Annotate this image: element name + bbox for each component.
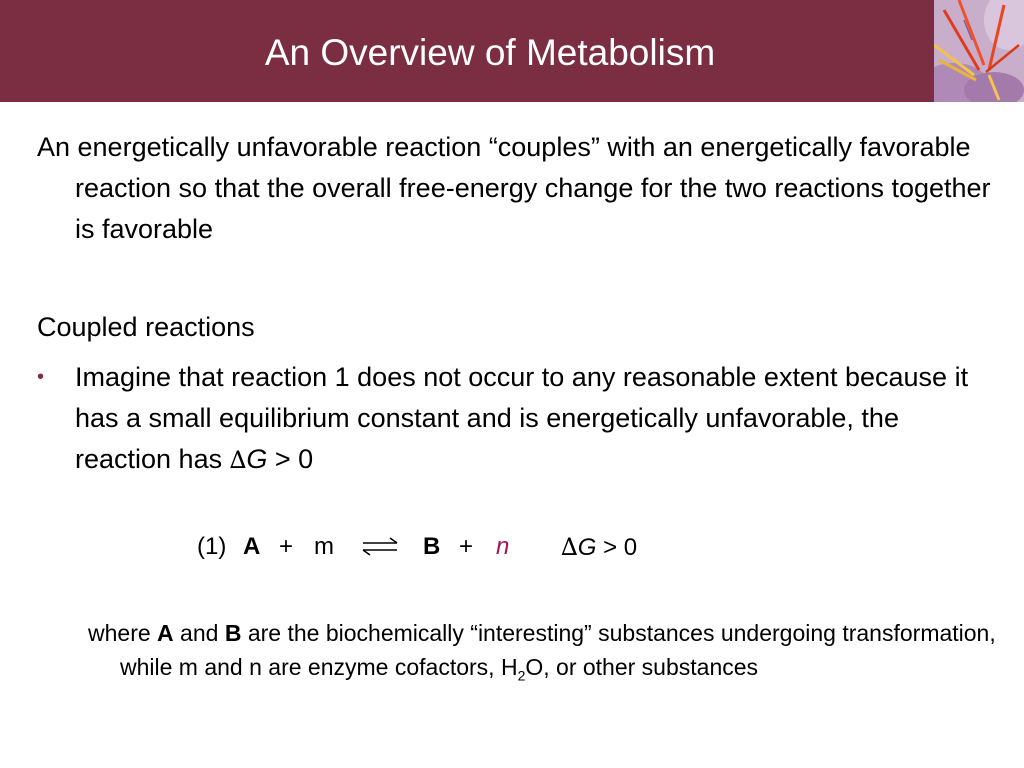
bullet-item <box>37 357 977 481</box>
note-a: A <box>157 620 174 646</box>
reactant-m: m <box>314 533 334 560</box>
plus-sign-2: + <box>459 533 474 560</box>
slide-title: An Overview of Metabolism <box>264 32 716 73</box>
bullet-marker: • <box>37 366 45 388</box>
note-and: and <box>173 620 225 646</box>
subscript-2: 2 <box>517 667 526 684</box>
inequality: > 0 <box>596 534 638 561</box>
intro-paragraph: An energetically unfavorable reaction “couples” with an energetically favorable reaction so that the overall free-energy change for the two reactions together is favorable <box>37 132 991 244</box>
bullet-text-body: Imagine that reaction 1 does not occur to any reasonable extent because it has a small equilibrium constant and is energetically unfavorable, the reaction has <box>75 362 969 474</box>
note-end: O, or other substances <box>525 654 759 680</box>
note-b: B <box>224 620 242 646</box>
section-heading: Coupled reactions <box>37 312 255 342</box>
footnote-paragraph <box>88 616 1000 684</box>
flower-photo <box>934 0 1024 102</box>
product-b: B <box>423 533 441 560</box>
note-body: are the biochemically “interesting” substances undergoing transformation, while m and n are enzyme cofactors, H <box>120 620 996 680</box>
note-where: where <box>88 620 158 646</box>
inequality: > 0 <box>267 444 314 474</box>
delta-symbol: ∆ <box>229 446 247 474</box>
product-n: n <box>496 533 510 560</box>
plus-sign: + <box>279 533 294 560</box>
bullet-text <box>75 357 977 481</box>
equilibrium-arrow-icon <box>357 537 403 557</box>
g-symbol: G <box>246 444 268 474</box>
reaction-label: (1) <box>197 533 227 560</box>
g-symbol: G <box>577 534 597 561</box>
free-energy-condition <box>561 531 637 564</box>
reactant-a: A <box>243 533 261 560</box>
delta-symbol: ∆ <box>561 533 578 561</box>
